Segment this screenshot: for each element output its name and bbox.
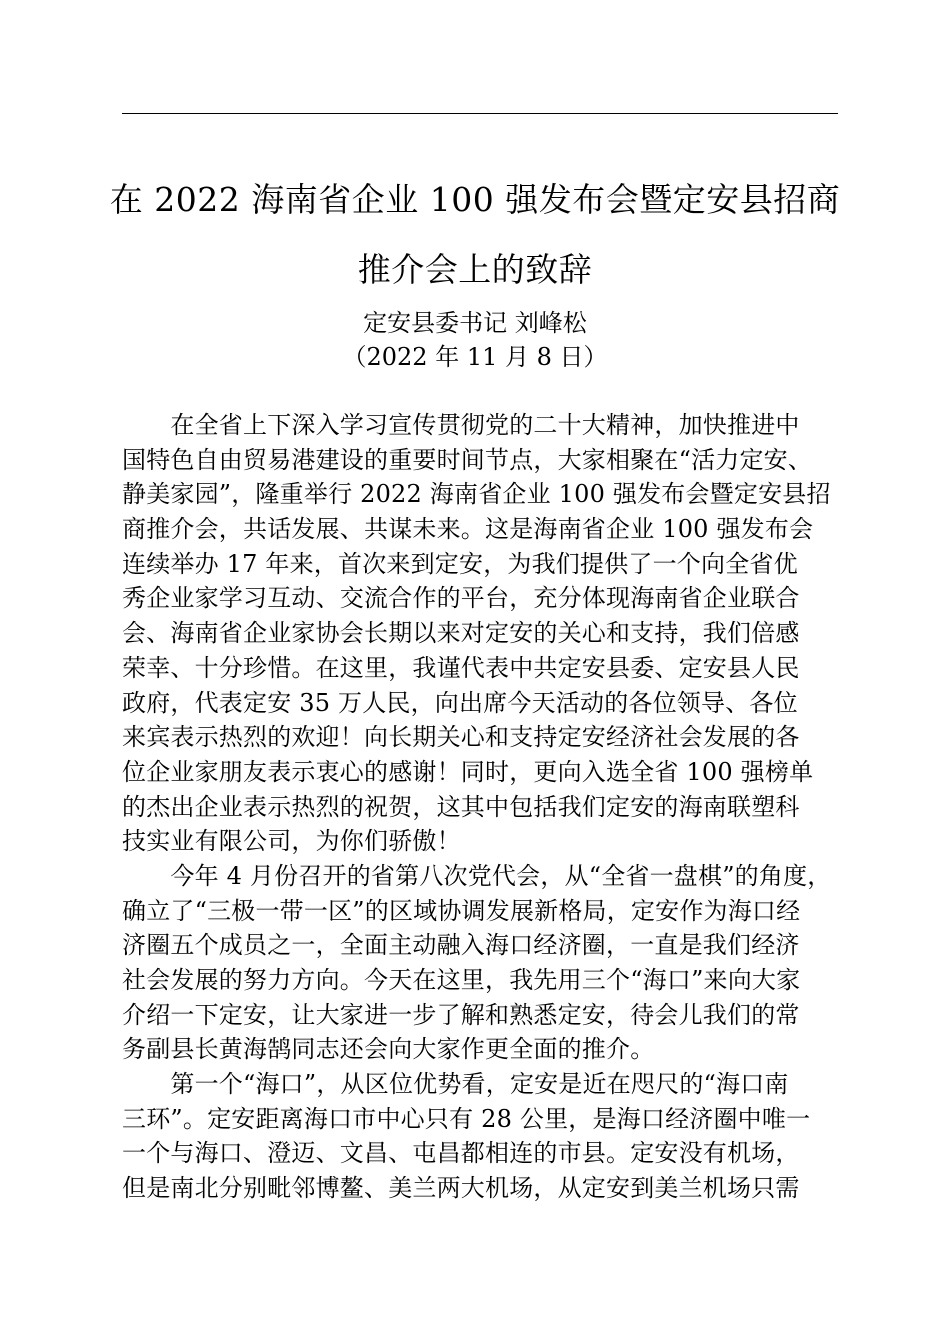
body-line: 介绍一下定安，让大家进一步了解和熟悉定安，待会儿我们的常 (122, 1000, 800, 1029)
body-line: 国特色自由贸易港建设的重要时间节点，大家相聚在“活力定安、 (122, 445, 813, 474)
top-rule (122, 113, 838, 114)
body-line: 在全省上下深入学习宣传贯彻党的二十大精神，加快推进中 (122, 411, 800, 439)
body-line: 第一个“海口”，从区位优势看，定安是近在咫尺的“海口南 (122, 1070, 789, 1099)
body-line: 政府，代表定安 35 万人民，向出席今天活动的各位领导、各位 (122, 688, 798, 717)
body-line: 技实业有限公司，为你们骄傲！ (122, 827, 461, 856)
body-line: 连续举办 17 年来，首次来到定安，为我们提供了一个向全省优 (122, 549, 798, 578)
body-line: 但是南北分别毗邻博鳌、美兰两大机场，从定安到美兰机场只需 (122, 1174, 800, 1203)
body-line: 三环”。定安距离海口市中心只有 28 公里，是海口经济圈中唯一 (122, 1104, 811, 1133)
body-line: 一个与海口、澄迈、文昌、屯昌都相连的市县。定安没有机场， (122, 1139, 800, 1168)
body-line: 位企业家朋友表示衷心的感谢！同时，更向入选全省 100 强榜单 (122, 757, 814, 786)
date-line: （2022 年 11 月 8 日） (342, 343, 608, 371)
body-line: 会、海南省企业家协会长期以来对定安的关心和支持，我们倍感 (122, 619, 800, 648)
body-line: 今年 4 月份召开的省第八次党代会，从“全省一盘棋”的角度， (122, 861, 832, 890)
author-line: 定安县委书记 刘峰松 (363, 309, 587, 337)
body-line: 荣幸、十分珍惜。在这里，我谨代表中共定安县委、定安县人民 (122, 653, 800, 682)
body-line: 的杰出企业表示热烈的祝贺，这其中包括我们定安的海南联塑科 (122, 792, 800, 821)
body-line: 社会发展的努力方向。今天在这里，我先用三个“海口”来向大家 (122, 966, 801, 994)
body-line: 济圈五个成员之一，全面主动融入海口经济圈，一直是我们经济 (122, 931, 800, 960)
body-line: 静美家园”，隆重举行 2022 海南省企业 100 强发布会暨定安县招 (122, 480, 831, 509)
document-title-line-2: 推介会上的致辞 (357, 250, 593, 289)
body-line: 秀企业家学习互动、交流合作的平台，充分体现海南省企业联合 (122, 584, 800, 613)
document-body (122, 408, 862, 1206)
body-line: 务副县长黄海鹄同志还会向大家作更全面的推介。 (122, 1035, 655, 1064)
body-line: 来宾表示热烈的欢迎！向长期关心和支持定安经济社会发展的各 (122, 723, 800, 752)
document-title-line-1: 在 2022 海南省企业 100 强发布会暨定安县招商 (109, 180, 841, 219)
body-line: 确立了“三极一带一区”的区域协调发展新格局，定安作为海口经 (122, 896, 801, 925)
body-line: 商推介会，共话发展、共谋未来。这是海南省企业 100 强发布会 (122, 515, 814, 544)
